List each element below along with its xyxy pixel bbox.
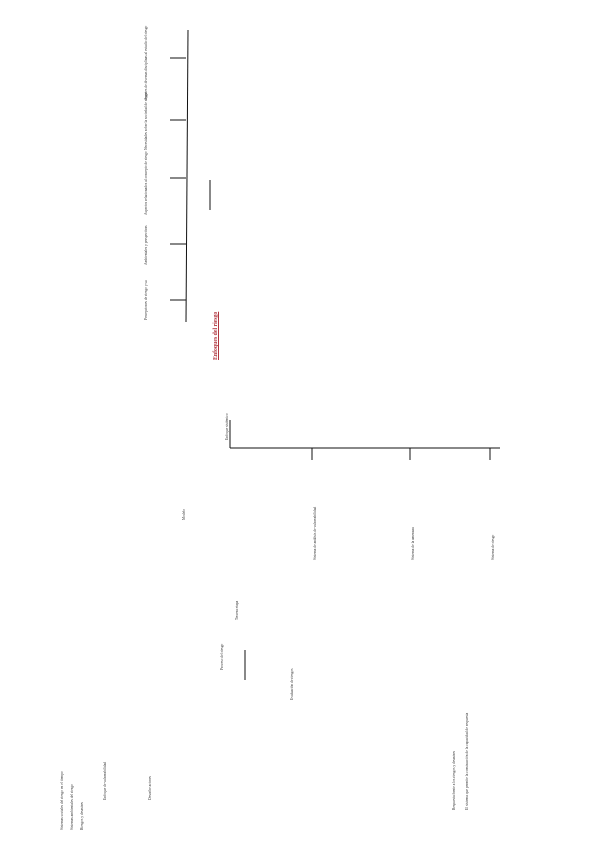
top-branch-label-3: Aspectos relacionados al concepto de riesgo <box>144 151 148 215</box>
left-node-title: Enfoque de vulnerabilidad <box>103 761 107 800</box>
mid-note-2: Tercera etapa <box>235 600 239 620</box>
systemic-branch-3: Sistema de riesgo <box>491 534 495 560</box>
top-branch-label-2: Ambientales y perspectivas <box>144 225 148 265</box>
bottom-text-2: El sistema que permite la construcción de la capacidad de respuesta <box>465 712 469 810</box>
top-branch-label-4: Necesidades sobre la sociedad de riesgo <box>144 92 148 150</box>
bullet-left-2: Sistemas ambientales del riesgo <box>70 784 74 830</box>
systemic-branch-2: Sistema de la amenaza <box>411 527 415 560</box>
top-branch-label-1: Percepciones de riesgo y su <box>144 280 148 320</box>
systemic-branch-1: Sistema de análisis de vulnerabilidad <box>313 506 317 560</box>
bottom-text-1: Respuesta frente a los riesgos y desastres <box>452 750 456 810</box>
center-label: Modelo <box>182 508 186 520</box>
top-branch-label-5: Aportes de diversas disciplinas al estudio del riesgo <box>144 25 148 100</box>
bullet-left-1: Sistemas sociales del riesgo en el tiempo <box>60 771 64 830</box>
left-node-subtitle: Describe actores <box>148 776 152 800</box>
middle-label: Enfoque sistémico <box>225 413 229 440</box>
bullet-left-3: Riesgos y desastres <box>80 802 84 830</box>
top-spine <box>186 30 188 322</box>
mid-note-3: Evaluación de riesgos <box>290 668 294 700</box>
diagram-title: Enfoques del riesgo <box>213 311 219 360</box>
mid-note-1: Proceso del riesgo <box>220 643 224 670</box>
